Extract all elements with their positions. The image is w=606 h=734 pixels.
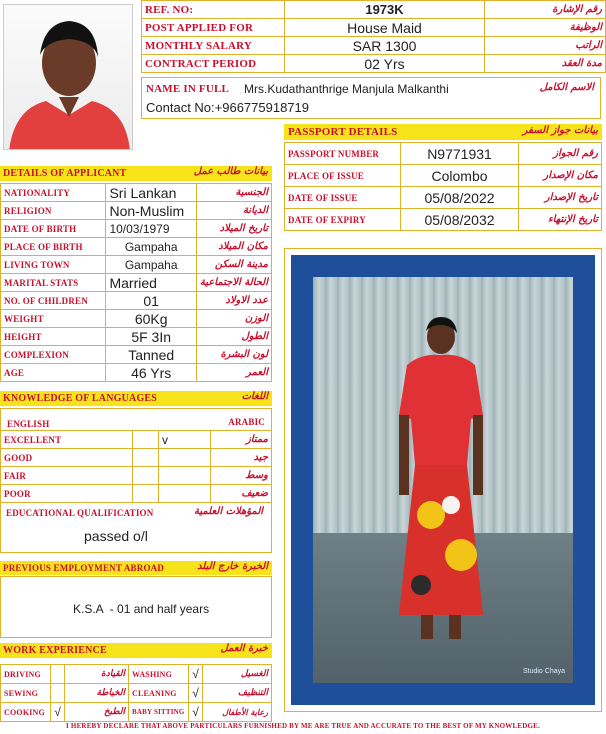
- passport-title-ar: بيانات جواز السفر: [522, 125, 598, 136]
- good-english: [133, 449, 159, 467]
- sewing-label: SEWING: [1, 684, 51, 703]
- washing-check: √: [189, 665, 203, 684]
- photo-watermark: Studio Chaya: [522, 668, 565, 675]
- religion-ar: الديانة: [196, 202, 271, 220]
- living-town-value: Gampaha: [106, 256, 196, 274]
- work-title-ar: خبرة العمل: [220, 643, 268, 654]
- height-value: 5F 3In: [106, 328, 196, 346]
- place-of-birth-ar: مكان الميلاد: [196, 238, 271, 256]
- baby-sitting-check: √: [189, 703, 203, 722]
- dob-value: 10/03/1979: [106, 220, 196, 238]
- cooking-label: COOKING: [1, 703, 51, 722]
- cooking-ar: الطبخ: [65, 703, 129, 722]
- applicant-header: [0, 166, 272, 181]
- name-box: [141, 77, 601, 119]
- complexion-label: COMPLEXION: [1, 346, 106, 364]
- washing-ar: الغسيل: [203, 665, 272, 684]
- cleaning-ar: التنظيف: [203, 684, 272, 703]
- passport-header: [284, 124, 602, 140]
- weight-value: 60Kg: [106, 310, 196, 328]
- cooking-check: √: [51, 703, 65, 722]
- ref-ar: رقم الإشارة: [485, 1, 606, 19]
- poor-label: POOR: [1, 485, 133, 503]
- cleaning-label: CLEANING: [129, 684, 189, 703]
- education-value: passed o/l: [84, 528, 148, 544]
- excellent-arabic: v: [159, 431, 211, 449]
- passport-title: PASSPORT DETAILS: [288, 126, 398, 138]
- contract-label: CONTRACT PERIOD: [142, 55, 285, 73]
- fair-arabic: [159, 467, 211, 485]
- salary-value: SAR 1300: [285, 37, 485, 55]
- work-header: [0, 643, 272, 658]
- complexion-value: Tanned: [106, 346, 196, 364]
- contact-value: Contact No:+966775918719: [146, 100, 309, 115]
- age-label: AGE: [1, 364, 106, 382]
- age-value: 46 Yrs: [106, 364, 196, 382]
- passport-number-ar: رقم الجواز: [519, 143, 602, 165]
- driving-check: [51, 665, 65, 684]
- full-body-photo-frame: [284, 248, 602, 712]
- education-label: EDUCATIONAL QUALIFICATION: [6, 508, 154, 518]
- education-ar: المؤهلات العلمية: [194, 506, 264, 517]
- dob-label: DATE OF BIRTH: [1, 220, 106, 238]
- poor-english: [133, 485, 159, 503]
- good-label: GOOD: [1, 449, 133, 467]
- previous-value: K.S.A - 01 and half years: [73, 602, 210, 616]
- sewing-ar: الخياطة: [65, 684, 129, 703]
- date-of-expiry-label: DATE OF EXPIRY: [285, 209, 401, 231]
- standing-figure-icon: [371, 315, 511, 655]
- languages-header: [0, 391, 272, 406]
- salary-ar: الراتب: [485, 37, 606, 55]
- driving-label: DRIVING: [1, 665, 51, 684]
- name-value: Mrs.Kudathanthrige Manjula Malkanthi: [244, 82, 449, 96]
- weight-ar: الوزن: [196, 310, 271, 328]
- previous-title-ar: الخبرة خارج البلد: [197, 561, 268, 572]
- date-of-expiry-ar: تاريخ الإنتهاء: [519, 209, 602, 231]
- contract-ar: مدة العقد: [485, 55, 606, 73]
- dob-ar: تاريخ الميلاد: [196, 220, 271, 238]
- good-ar: جيد: [211, 449, 272, 467]
- excellent-ar: ممتاز: [211, 431, 272, 449]
- religion-value: Non-Muslim: [106, 202, 196, 220]
- baby-sitting-ar: رعاية الأطفال: [203, 703, 272, 722]
- place-of-issue-ar: مكان الإصدار: [519, 165, 602, 187]
- baby-sitting-label: BABY SITTING: [129, 703, 189, 722]
- religion-label: RELIGION: [1, 202, 106, 220]
- living-town-label: LIVING TOWN: [1, 256, 106, 274]
- poor-arabic: [159, 485, 211, 503]
- nationality-value: Sri Lankan: [106, 184, 196, 202]
- applicant-title-ar: بيانات طالب عمل: [193, 166, 268, 177]
- date-of-issue-value: 05/08/2022: [401, 187, 519, 209]
- languages-title: KNOWLEDGE OF LANGUAGES: [3, 393, 158, 404]
- arabic-label: ARABIC: [228, 417, 265, 427]
- excellent-english: [133, 431, 159, 449]
- work-table: [0, 664, 272, 722]
- height-label: HEIGHT: [1, 328, 106, 346]
- languages-table: [0, 430, 272, 503]
- ref-label: REF. NO:: [142, 1, 285, 19]
- ref-value: 1973K: [285, 1, 485, 19]
- contract-value: 02 Yrs: [285, 55, 485, 73]
- place-of-birth-label: PLACE OF BIRTH: [1, 238, 106, 256]
- nationality-ar: الجنسية: [196, 184, 271, 202]
- date-of-expiry-value: 05/08/2032: [401, 209, 519, 231]
- declaration: I HEREBY DECLARE THAT ABOVE PARTICULARS FURNISHED BY ME ARE TRUE AND ACCURATE TO THE BEST OF MY KNOWLEDGE.: [66, 722, 540, 730]
- cleaning-check: √: [189, 684, 203, 703]
- portrait-photo: [3, 4, 133, 150]
- fair-english: [133, 467, 159, 485]
- good-arabic: [159, 449, 211, 467]
- passport-table: [284, 142, 602, 231]
- languages-title-ar: اللغات: [241, 391, 268, 402]
- driving-ar: القيادة: [65, 665, 129, 684]
- children-value: 01: [106, 292, 196, 310]
- previous-header: [0, 561, 272, 575]
- place-of-issue-label: PLACE OF ISSUE: [285, 165, 401, 187]
- living-town-ar: مدينة السكن: [196, 256, 271, 274]
- fair-label: FAIR: [1, 467, 133, 485]
- poor-ar: ضعيف: [211, 485, 272, 503]
- header-table: [141, 0, 606, 73]
- weight-label: WEIGHT: [1, 310, 106, 328]
- complexion-ar: لون البشرة: [196, 346, 271, 364]
- post-value: House Maid: [285, 19, 485, 37]
- place-of-issue-value: Colombo: [401, 165, 519, 187]
- nationality-label: NATIONALITY: [1, 184, 106, 202]
- work-title: WORK EXPERIENCE: [3, 645, 107, 656]
- name-ar: الاسم الكامل: [539, 82, 594, 93]
- post-label: POST APPLIED FOR: [142, 19, 285, 37]
- children-ar: عدد الاولاد: [196, 292, 271, 310]
- date-of-issue-label: DATE OF ISSUE: [285, 187, 401, 209]
- marital-label: MARITAL STATS: [1, 274, 106, 292]
- passport-number-value: N9771931: [401, 143, 519, 165]
- portrait-figure-icon: [4, 5, 133, 150]
- date-of-issue-ar: تاريخ الإصدار: [519, 187, 602, 209]
- post-ar: الوظيفة: [485, 19, 606, 37]
- name-label: NAME IN FULL: [146, 83, 230, 95]
- excellent-label: EXCELLENT: [1, 431, 133, 449]
- children-label: NO. OF CHILDREN: [1, 292, 106, 310]
- previous-title: PREVIOUS EMPLOYMENT ABROAD: [3, 563, 165, 573]
- age-ar: العمر: [196, 364, 271, 382]
- marital-ar: الحالة الاجتماعية: [196, 274, 271, 292]
- previous-box: [0, 576, 272, 638]
- marital-value: Married: [106, 274, 196, 292]
- applicant-table: [0, 183, 272, 382]
- salary-label: MONTHLY SALARY: [142, 37, 285, 55]
- passport-number-label: PASSPORT NUMBER: [285, 143, 401, 165]
- washing-label: WASHING: [129, 665, 189, 684]
- sewing-check: [51, 684, 65, 703]
- applicant-title: DETAILS OF APPLICANT: [3, 168, 127, 179]
- fair-ar: وسط: [211, 467, 272, 485]
- full-body-photo: [291, 255, 595, 705]
- english-label: ENGLISH: [7, 419, 50, 429]
- height-ar: الطول: [196, 328, 271, 346]
- place-of-birth-value: Gampaha: [106, 238, 196, 256]
